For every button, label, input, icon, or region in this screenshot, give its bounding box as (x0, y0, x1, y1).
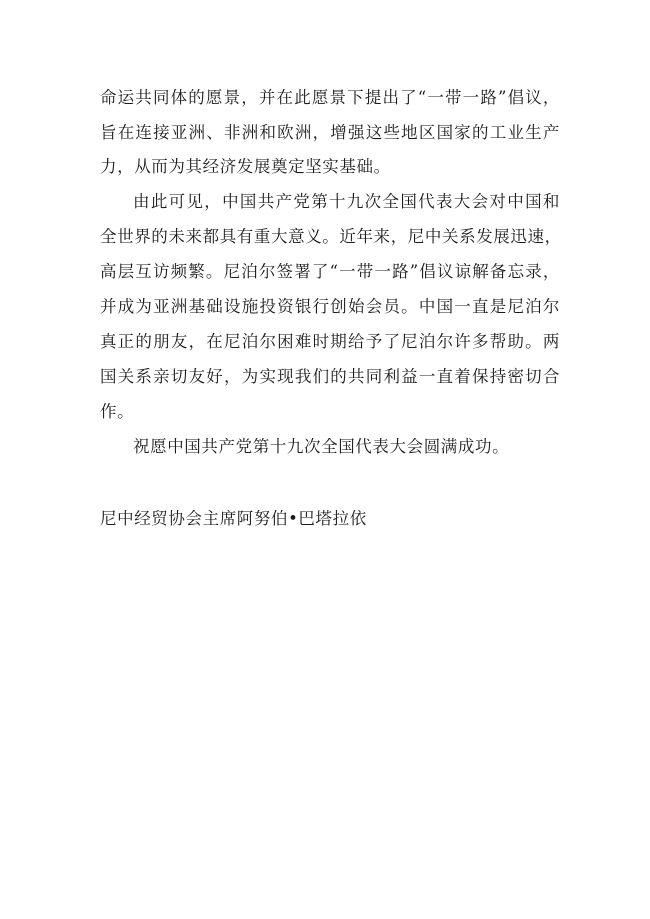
paragraph-2-line-1: 由此可见，中国共产党第十九次全国代表大会对中国和 (133, 192, 560, 211)
paragraph-1-line-3: 力，从而为其经济发展奠定坚实基础。 (100, 157, 391, 176)
paragraph-2-line-5: 真正的朋友，在尼泊尔困难时期给予了尼泊尔许多帮助。两 (100, 332, 560, 351)
paragraph-2-line-3: 高层互访频繁。尼泊尔签署了“一带一路”倡议谅解备忘录， (100, 262, 560, 281)
signature: 尼中经贸协会主席阿努伯•巴塔拉依 (100, 509, 367, 528)
paragraph-2-line-6: 国关系亲切友好，为实现我们的共同利益一直着保持密切合 (100, 367, 560, 386)
paragraph-2-line-7: 作。 (100, 402, 135, 421)
paragraph-2-line-4: 并成为亚洲基础设施投资银行创始会员。中国一直是尼泊尔 (100, 297, 560, 316)
paragraph-1-line-2: 旨在连接亚洲、非洲和欧洲，增强这些地区国家的工业生产 (100, 123, 560, 142)
paragraph-2-line-2: 全世界的未来都具有重大意义。近年来，尼中关系发展迅速， (100, 227, 562, 246)
paragraph-1-line-1: 命运共同体的愿景，并在此愿景下提出了“一带一路”倡议， (100, 88, 560, 107)
paragraph-3-line-1: 祝愿中国共产党第十九次全国代表大会圆满成功。 (133, 437, 510, 456)
